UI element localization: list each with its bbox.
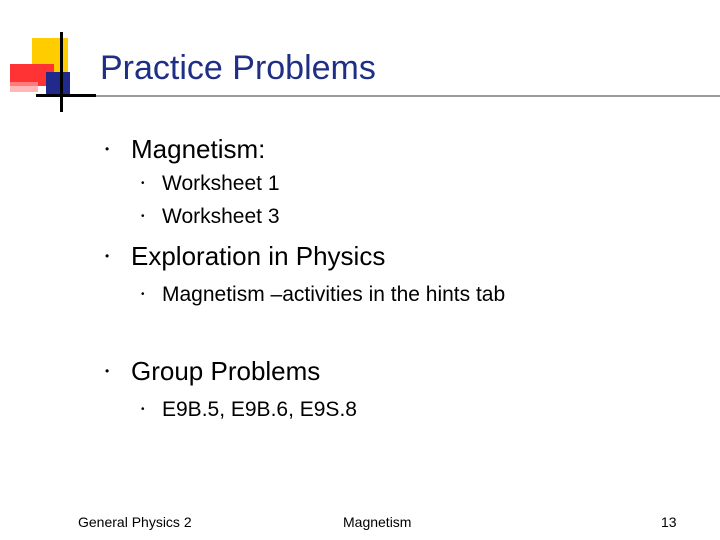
sub-bullet-text: E9B.5, E9B.6, E9S.8 <box>162 398 357 421</box>
page-number: 13 <box>661 514 677 530</box>
bullet-dot: • <box>141 211 145 222</box>
logo-blue-square <box>46 72 70 96</box>
logo-vertical-line <box>60 32 63 112</box>
logo-horizontal-line <box>36 94 96 97</box>
footer-topic: Magnetism <box>343 514 412 530</box>
bullet-dot: • <box>105 249 110 263</box>
bullet-dot: • <box>105 142 110 156</box>
bullet-text: Magnetism: <box>131 134 266 164</box>
sub-bullet-text: Worksheet 3 <box>162 205 280 228</box>
logo-red-fade <box>10 82 38 92</box>
sub-bullet-text: Magnetism –activities in the hints tab <box>162 283 506 306</box>
bullet-dot: • <box>105 364 110 378</box>
slide-title: Practice Problems <box>100 49 376 87</box>
bullet-dot: • <box>141 404 145 415</box>
sub-bullet-text: Worksheet 1 <box>162 172 280 195</box>
bullet-dot: • <box>141 289 145 300</box>
bullet-text: Exploration in Physics <box>131 241 386 271</box>
bullet-text: Group Problems <box>131 356 321 386</box>
title-underline <box>36 95 720 97</box>
footer-course: General Physics 2 <box>78 514 192 530</box>
bullet-dot: • <box>141 178 145 189</box>
